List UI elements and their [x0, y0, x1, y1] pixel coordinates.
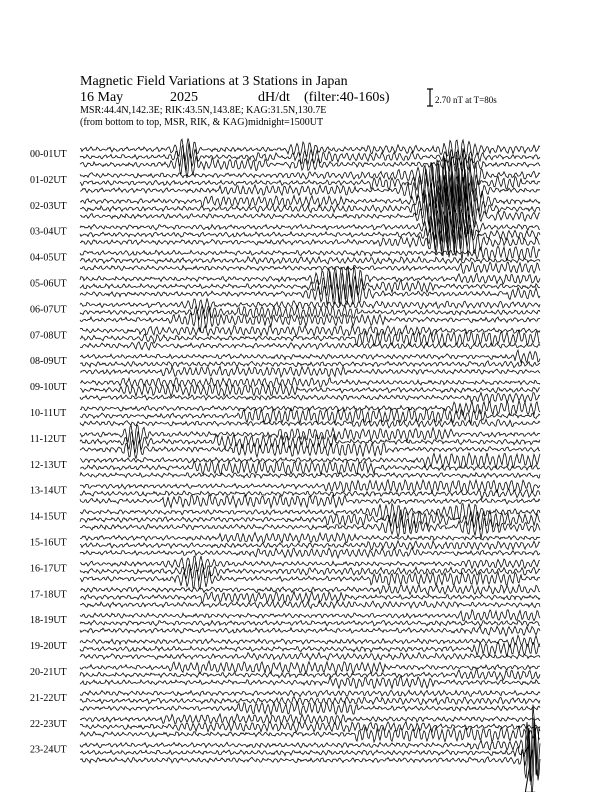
- trace-msr: [80, 392, 540, 403]
- trace-kag: [80, 326, 540, 337]
- row-label: 19-20UT: [30, 641, 67, 653]
- trace-kag: [80, 378, 540, 388]
- trace-rik: [80, 216, 540, 253]
- trace-msr: [80, 473, 540, 479]
- trace-rik: [80, 361, 540, 368]
- trace-kag: [80, 298, 540, 312]
- trace-kag: [80, 690, 540, 697]
- trace-kag: [80, 350, 540, 363]
- trace-rik: [80, 592, 540, 603]
- quantity-label: dH/dt: [258, 90, 290, 105]
- trace-rik: [80, 384, 540, 397]
- trace-msr: [80, 495, 540, 508]
- trace-rik: [80, 722, 540, 733]
- row-label: 21-22UT: [30, 692, 67, 704]
- trace-msr: [80, 726, 540, 742]
- row-label: 15-16UT: [30, 537, 67, 549]
- trace-msr: [80, 342, 540, 350]
- trace-rik: [80, 669, 540, 680]
- station-coordinates: MSR:44.4N,142.3E; RIK:43.5N,143.8E; KAG:31.5N,130.7E: [80, 105, 327, 116]
- trace-msr: [80, 517, 540, 539]
- row-label: 17-18UT: [30, 589, 67, 601]
- trace-kag: [80, 556, 540, 571]
- trace-msr: [80, 727, 540, 792]
- row-label: 06-07UT: [30, 304, 67, 316]
- trace-kag: [80, 267, 540, 293]
- scale-bar: [427, 89, 433, 106]
- row-label: 20-21UT: [30, 667, 67, 678]
- row-label: 23-24UT: [30, 744, 67, 756]
- traces: [80, 138, 540, 792]
- trace-rik: [80, 143, 540, 173]
- station-order-note: (from bottom to top, MSR, RIK, & KAG): [80, 117, 248, 128]
- midnight-note: midnight=1500UT: [248, 117, 324, 128]
- trace-msr: [80, 366, 540, 377]
- chart-title: Magnetic Field Variations at 3 Stations in Japan: [80, 74, 348, 89]
- trace-msr: [80, 548, 540, 558]
- row-label: 13-14UT: [30, 485, 67, 497]
- row-label: 08-09UT: [30, 356, 67, 368]
- row-label: 14-15UT: [30, 511, 67, 523]
- trace-msr: [80, 676, 540, 688]
- trace-kag: [80, 635, 540, 647]
- row-label: 02-03UT: [30, 200, 67, 212]
- row-label: 05-06UT: [30, 278, 67, 290]
- row-label: 12-13UT: [30, 459, 67, 471]
- row-label: 00-01UT: [30, 149, 67, 160]
- trace-rik: [80, 257, 540, 264]
- trace-msr: [80, 601, 540, 609]
- year-label: 2025: [170, 90, 198, 105]
- row-labels: [30, 149, 67, 756]
- row-label: 03-04UT: [30, 226, 67, 238]
- row-label: 18-19UT: [30, 615, 67, 627]
- trace-rik: [80, 620, 540, 626]
- trace-rik: [80, 461, 540, 475]
- row-label: 16-17UT: [30, 563, 67, 575]
- row-label: 11-12UT: [30, 433, 67, 445]
- filter-label: (filter:40-160s): [304, 90, 390, 105]
- date-label: 16 May: [80, 90, 124, 105]
- row-label: 10-11UT: [30, 408, 67, 419]
- trace-kag: [80, 585, 540, 595]
- trace-kag: [80, 533, 540, 543]
- trace-kag: [80, 610, 540, 621]
- row-label: 22-23UT: [30, 718, 67, 730]
- row-label: 01-02UT: [30, 174, 67, 186]
- row-label: 04-05UT: [30, 252, 67, 264]
- row-label: 07-08UT: [30, 330, 67, 342]
- trace-kag: [80, 480, 540, 493]
- trace-msr: [80, 626, 540, 636]
- trace-msr: [80, 653, 540, 660]
- scale-bar-label: 2.70 nT at T=80s: [435, 95, 497, 105]
- row-label: 09-10UT: [30, 382, 67, 394]
- trace-kag: [80, 211, 540, 245]
- trace-kag: [80, 714, 540, 725]
- trace-kag: [80, 705, 540, 782]
- trace-rik: [80, 541, 540, 550]
